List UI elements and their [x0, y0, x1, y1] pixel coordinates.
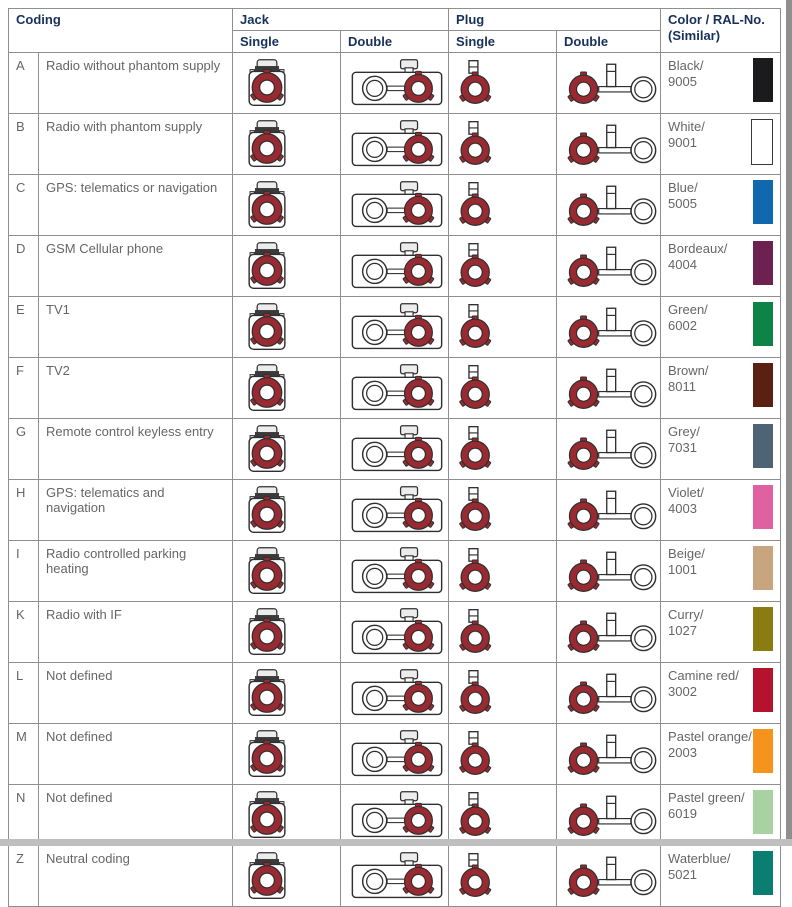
plug-single-connector-icon: [456, 851, 498, 901]
coding-description: Not defined: [39, 724, 233, 785]
fakra-coding-table: [8, 8, 781, 907]
ral-number: 5021: [668, 867, 697, 883]
header-color-ral: [661, 9, 781, 53]
coding-letter: L: [9, 663, 39, 724]
jack-double-connector-icon: [348, 363, 446, 413]
color-name: Blue/: [668, 180, 698, 195]
ral-number: 1001: [668, 562, 697, 578]
jack-double-connector-icon: [348, 607, 446, 657]
table-row: [9, 724, 781, 785]
ral-number: 3002: [668, 684, 697, 700]
plug-double-connector-icon: [564, 302, 662, 352]
jack-single-connector-icon: [240, 180, 294, 230]
color-swatch: [751, 119, 773, 165]
ral-number: 1027: [668, 623, 697, 639]
jack-double-connector-icon: [348, 241, 446, 291]
ral-number: 2003: [668, 745, 697, 761]
color-swatch: [753, 790, 773, 834]
color-swatch: [753, 424, 773, 468]
table-row: [9, 602, 781, 663]
jack-double-connector-icon: [348, 302, 446, 352]
coding-description: TV2: [39, 358, 233, 419]
header-coding: Coding: [9, 9, 233, 53]
color-name: Bordeaux/: [668, 241, 728, 256]
jack-double-connector-icon: [348, 180, 446, 230]
plug-single-connector-icon: [456, 58, 498, 108]
color-name: Camine red/: [668, 668, 739, 683]
table-row: [9, 663, 781, 724]
jack-double-connector-icon: [348, 485, 446, 535]
header-jack-single: Single: [233, 31, 341, 53]
table-row: [9, 175, 781, 236]
jack-single-connector-icon: [240, 790, 294, 840]
color-swatch: [753, 485, 773, 529]
color-swatch: [753, 546, 773, 590]
ral-number: 6019: [668, 806, 697, 822]
plug-double-connector-icon: [564, 58, 662, 108]
jack-double-connector-icon: [348, 546, 446, 596]
plug-single-connector-icon: [456, 302, 498, 352]
ral-number: 9005: [668, 74, 697, 90]
header-plug: Plug: [449, 9, 661, 31]
table-row: [9, 114, 781, 175]
header-jack: Jack: [233, 9, 449, 31]
table-row: [9, 419, 781, 480]
ral-number: 7031: [668, 440, 697, 456]
color-name: Beige/: [668, 546, 705, 561]
coding-letter: G: [9, 419, 39, 480]
ral-number: 5005: [668, 196, 697, 212]
plug-double-connector-icon: [564, 241, 662, 291]
plug-double-connector-icon: [564, 180, 662, 230]
jack-single-connector-icon: [240, 58, 294, 108]
color-name: Pastel orange/: [668, 729, 752, 744]
plug-single-connector-icon: [456, 668, 498, 718]
ral-number: 4004: [668, 257, 697, 273]
plug-double-connector-icon: [564, 424, 662, 474]
plug-double-connector-icon: [564, 119, 662, 169]
coding-description: Not defined: [39, 663, 233, 724]
color-swatch: [753, 607, 773, 651]
jack-single-connector-icon: [240, 607, 294, 657]
plug-single-connector-icon: [456, 546, 498, 596]
page-edge-right: [786, 0, 792, 846]
coding-letter: H: [9, 480, 39, 541]
color-swatch: [753, 180, 773, 224]
coding-letter: I: [9, 541, 39, 602]
jack-single-connector-icon: [240, 363, 294, 413]
color-name: Brown/: [668, 363, 709, 378]
color-name: White/: [668, 119, 705, 134]
coding-letter: K: [9, 602, 39, 663]
jack-double-connector-icon: [348, 729, 446, 779]
plug-single-connector-icon: [456, 241, 498, 291]
jack-double-connector-icon: [348, 58, 446, 108]
header-plug-double: Double: [557, 31, 661, 53]
coding-description: Neutral coding: [39, 846, 233, 907]
plug-double-connector-icon: [564, 607, 662, 657]
plug-double-connector-icon: [564, 546, 662, 596]
jack-single-connector-icon: [240, 302, 294, 352]
table-row: [9, 297, 781, 358]
table-row: [9, 236, 781, 297]
ral-number: 4003: [668, 501, 697, 517]
coding-letter: D: [9, 236, 39, 297]
plug-double-connector-icon: [564, 729, 662, 779]
coding-description: TV1: [39, 297, 233, 358]
header-plug-single: Single: [449, 31, 557, 53]
ral-number: 9001: [668, 135, 697, 151]
plug-single-connector-icon: [456, 607, 498, 657]
coding-letter: M: [9, 724, 39, 785]
ral-number: 8011: [668, 379, 697, 395]
plug-single-connector-icon: [456, 790, 498, 840]
jack-double-connector-icon: [348, 790, 446, 840]
jack-double-connector-icon: [348, 119, 446, 169]
plug-double-connector-icon: [564, 790, 662, 840]
coding-letter: B: [9, 114, 39, 175]
coding-description: Radio controlled parking heating: [39, 541, 233, 602]
jack-double-connector-icon: [348, 851, 446, 901]
color-name: Violet/: [668, 485, 704, 500]
color-name: Grey/: [668, 424, 700, 439]
plug-double-connector-icon: [564, 668, 662, 718]
plug-single-connector-icon: [456, 180, 498, 230]
ral-number: 6002: [668, 318, 697, 334]
coding-letter: Z: [9, 846, 39, 907]
color-swatch: [753, 302, 773, 346]
plug-single-connector-icon: [456, 119, 498, 169]
table-row: [9, 480, 781, 541]
plug-double-connector-icon: [564, 363, 662, 413]
color-swatch: [753, 58, 773, 102]
color-name: Waterblue/: [668, 851, 731, 866]
page-edge-bottom: [0, 839, 792, 846]
plug-single-connector-icon: [456, 729, 498, 779]
coding-letter: A: [9, 53, 39, 114]
table-row: [9, 846, 781, 907]
color-swatch: [753, 851, 773, 895]
table-row: [9, 541, 781, 602]
color-name: Green/: [668, 302, 708, 317]
jack-single-connector-icon: [240, 851, 294, 901]
jack-single-connector-icon: [240, 546, 294, 596]
coding-description: Remote control keyless entry: [39, 419, 233, 480]
jack-single-connector-icon: [240, 485, 294, 535]
coding-description: GSM Cellular phone: [39, 236, 233, 297]
coding-description: Radio with phantom supply: [39, 114, 233, 175]
coding-letter: F: [9, 358, 39, 419]
color-swatch: [753, 729, 773, 773]
color-swatch: [753, 668, 773, 712]
coding-description: GPS: telematics or navigation: [39, 175, 233, 236]
color-name: Black/: [668, 58, 704, 73]
color-swatch: [753, 241, 773, 285]
coding-description: GPS: telematics and navigation: [39, 480, 233, 541]
color-name: Pastel green/: [668, 790, 745, 805]
table-row: [9, 53, 781, 114]
color-swatch: [753, 363, 773, 407]
header-jack-double: Double: [341, 31, 449, 53]
color-name: Curry/: [668, 607, 704, 622]
coding-description: Radio without phantom supply: [39, 53, 233, 114]
coding-letter: E: [9, 297, 39, 358]
jack-single-connector-icon: [240, 424, 294, 474]
jack-single-connector-icon: [240, 729, 294, 779]
coding-letter: N: [9, 785, 39, 846]
jack-single-connector-icon: [240, 119, 294, 169]
table-row: [9, 358, 781, 419]
coding-description: Not defined: [39, 785, 233, 846]
table-row: [9, 785, 781, 846]
header-color-ral-line2: (Similar): [668, 28, 721, 44]
jack-single-connector-icon: [240, 241, 294, 291]
header-color-ral-line1: Color / RAL-No.: [668, 12, 765, 27]
jack-single-connector-icon: [240, 668, 294, 718]
plug-double-connector-icon: [564, 485, 662, 535]
plug-single-connector-icon: [456, 485, 498, 535]
coding-description: Radio with IF: [39, 602, 233, 663]
plug-double-connector-icon: [564, 851, 662, 901]
jack-double-connector-icon: [348, 668, 446, 718]
plug-single-connector-icon: [456, 363, 498, 413]
jack-double-connector-icon: [348, 424, 446, 474]
plug-single-connector-icon: [456, 424, 498, 474]
coding-letter: C: [9, 175, 39, 236]
